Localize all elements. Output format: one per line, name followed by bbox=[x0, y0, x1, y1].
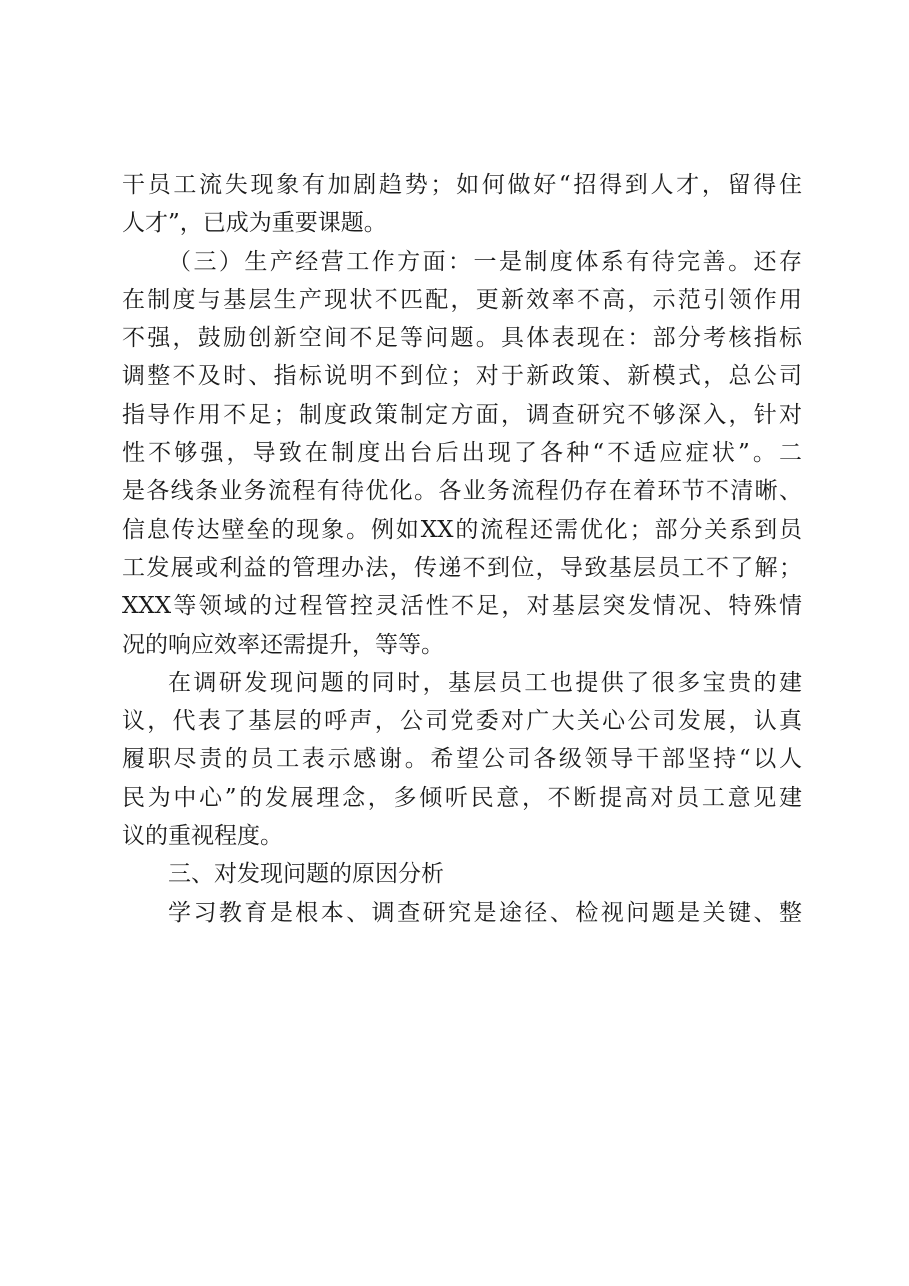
paragraph-production-operations bbox=[122, 243, 802, 664]
text-line: 在制度与基层生产现状不匹配，更新效率不高，示范引领作用 bbox=[122, 286, 802, 313]
text-line: 学习教育是根本、调查研究是途径、检视问题是关键、整 bbox=[168, 899, 802, 926]
text-line: 性不够强，导致在制度出台后出现了各种“不适应症状”。二 bbox=[122, 440, 802, 467]
text-line: 况的响应效率还需提升，等等。 bbox=[122, 631, 444, 658]
text-line: 议的重视程度。 bbox=[122, 823, 283, 850]
text-line: 调整不及时、指标说明不到位；对于新政策、新模式，总公司 bbox=[122, 363, 802, 390]
text-line: 信息传达壁垒的现象。例如XX的流程还需优化；部分关系到员 bbox=[122, 516, 802, 543]
paragraph-root-cause bbox=[122, 894, 802, 932]
text-line: XXX等领域的过程管控灵活性不足，对基层突发情况、特殊情 bbox=[122, 593, 802, 620]
text-line: 是各线条业务流程有待优化。各业务流程仍存在着环节不清晰、 bbox=[122, 478, 802, 505]
text-line: 工发展或利益的管理办法，传递不到位，导致基层员工不了解； bbox=[122, 554, 802, 581]
text-line: 干员工流失现象有加剧趋势；如何做好“招得到人才，留得住 bbox=[122, 172, 802, 198]
text-line: 不强，鼓励创新空间不足等问题。具体表现在：部分考核指标 bbox=[122, 325, 802, 352]
text-line: 指导作用不足；制度政策制定方面，调查研究不够深入，针对 bbox=[122, 401, 802, 428]
text-line: 人才”，已成为重要课题。 bbox=[122, 210, 387, 237]
text-line: 民为中心”的发展理念，多倾听民意，不断提高对员工意见建 bbox=[122, 784, 802, 811]
text-line: 议，代表了基层的呼声，公司党委对广大关心公司发展，认真 bbox=[122, 708, 802, 735]
section-heading bbox=[122, 855, 802, 893]
text-line: （三）生产经营工作方面：一是制度体系有待完善。还存 bbox=[168, 248, 802, 275]
heading-text: 三、对发现问题的原因分析 bbox=[168, 861, 444, 888]
document-body bbox=[122, 166, 802, 932]
text-line: 履职尽责的员工表示感谢。希望公司各级领导干部坚持“以人 bbox=[122, 746, 802, 773]
text-line: 在调研发现问题的同时，基层员工也提供了很多宝贵的建 bbox=[168, 669, 802, 696]
paragraph-suggestions bbox=[122, 664, 802, 855]
paragraph-continuation bbox=[122, 166, 802, 243]
